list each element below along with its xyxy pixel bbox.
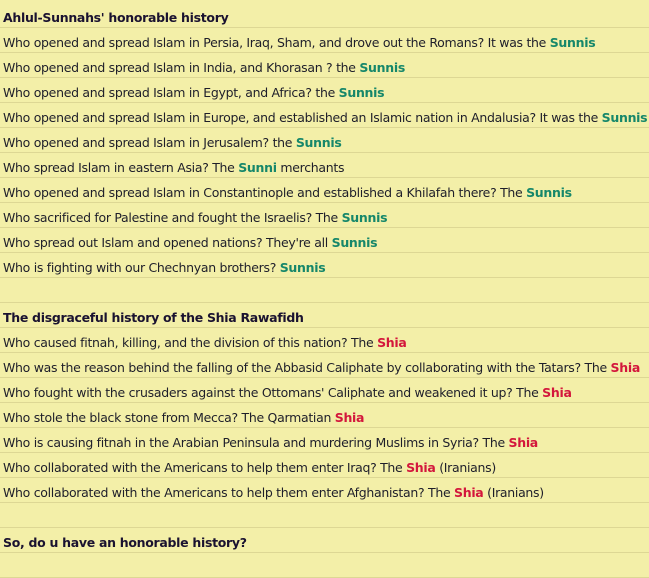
text-line (0, 403, 649, 428)
line-text: Who collaborated with the Americans to help them enter Afghanistan? The (3, 485, 455, 500)
highlight-word: Sunnis (279, 260, 326, 275)
section-heading (0, 303, 649, 328)
highlight-word: Sunnis (526, 185, 572, 200)
line-suffix: merchants (276, 160, 345, 175)
highlight-word: Sunnis (341, 210, 388, 225)
blank-line (0, 503, 649, 528)
line-text: Who caused fitnah, killing, and the division of this nation? The (3, 335, 378, 350)
highlight-word: Sunnis (295, 135, 342, 150)
line-text: Who opened and spread Islam in Europe, and established an Islamic nation in Andalusia? It was the (3, 110, 602, 125)
blank-line (0, 278, 649, 303)
lined-paper (0, 3, 649, 578)
text-line (0, 103, 649, 128)
text-line (0, 78, 649, 103)
text-line (0, 478, 649, 503)
line-text: Who sacrificed for Palestine and fought the Israelis? The (3, 210, 342, 225)
highlight-word: Sunnis (359, 60, 405, 75)
line-text: Who opened and spread Islam in Jerusalem? the (3, 135, 296, 150)
highlight-word: Sunnis (331, 235, 378, 250)
line-text: Who stole the black stone from Mecca? The Qarmatian (3, 410, 335, 425)
text-line (0, 253, 649, 278)
blank-line (0, 553, 649, 578)
highlight-word: Sunnis (338, 85, 385, 100)
text-line (0, 353, 649, 378)
line-text: Who fought with the crusaders against the Ottomans' Caliphate and weakened it up? The (3, 385, 543, 400)
heading-text: Ahlul-Sunnahs' honorable history (3, 10, 229, 25)
text-line (0, 178, 649, 203)
line-text: Who opened and spread Islam in Constantinople and established a Khilafah there? The (3, 185, 527, 200)
highlight-word: Shia (610, 360, 640, 375)
highlight-word: Sunnis (601, 110, 648, 125)
line-text: Who is fighting with our Chechnyan brothers? (3, 260, 280, 275)
section-heading (0, 3, 649, 28)
line-suffix: (Iranians) (435, 460, 496, 475)
highlight-word: Shia (508, 435, 538, 450)
line-text: Who spread Islam in eastern Asia? The (3, 160, 239, 175)
text-line (0, 153, 649, 178)
highlight-word: Shia (406, 460, 436, 475)
text-line (0, 428, 649, 453)
highlight-word: Shia (454, 485, 484, 500)
highlight-word: Sunni (238, 160, 277, 175)
text-line (0, 228, 649, 253)
line-text: Who opened and spread Islam in Persia, Iraq, Sham, and drove out the Romans? It was the (3, 35, 550, 50)
text-line (0, 28, 649, 53)
line-text: Who was the reason behind the falling of the Abbasid Caliphate by collaborating with the Tatars? The (3, 360, 611, 375)
text-line (0, 203, 649, 228)
line-text: Who spread out Islam and opened nations? They're all (3, 235, 332, 250)
text-line (0, 328, 649, 353)
highlight-word: Shia (377, 335, 407, 350)
highlight-word: Shia (334, 410, 365, 425)
text-line (0, 378, 649, 403)
text-line (0, 128, 649, 153)
closing-text: So, do u have an honorable history? (3, 535, 247, 550)
highlight-word: Sunnis (549, 35, 596, 50)
line-text: Who is causing fitnah in the Arabian Peninsula and murdering Muslims in Syria? The (3, 435, 509, 450)
heading-text: The disgraceful history of the Shia Rawafidh (3, 310, 304, 325)
line-text: Who opened and spread Islam in Egypt, and Africa? the (3, 85, 339, 100)
text-line (0, 453, 649, 478)
line-text: Who opened and spread Islam in India, and Khorasan ? the (3, 60, 360, 75)
text-line (0, 53, 649, 78)
highlight-word: Shia (542, 385, 572, 400)
line-text: Who collaborated with the Americans to help them enter Iraq? The (3, 460, 407, 475)
closing-line (0, 528, 649, 553)
line-suffix: (Iranians) (483, 485, 544, 500)
